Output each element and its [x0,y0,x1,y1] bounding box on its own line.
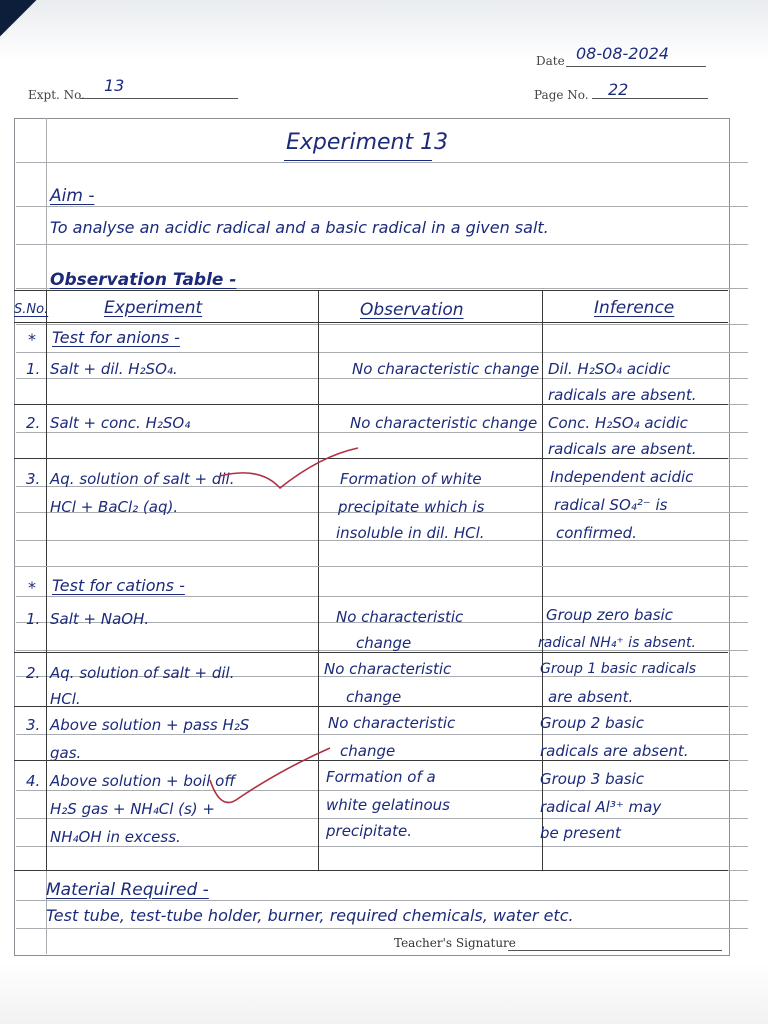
experiment-cell: Salt + conc. H₂SO₄ [50,414,191,432]
column-header-sno: S.No. [14,302,49,317]
row-number: 3. [26,470,41,488]
observation-cell: change [356,634,412,652]
observation-cell: insoluble in dil. HCl. [336,524,485,542]
date-value: 08-08-2024 [576,44,669,63]
column-header-inference: Inference [594,298,675,318]
material-heading: Material Required - [46,880,209,900]
inference-cell: radical Al³⁺ may [540,798,662,816]
row-number: 1. [26,610,41,628]
observation-table-heading: Observation Table - [50,270,237,290]
observation-cell: precipitate which is [338,498,485,516]
page-no-value: 22 [608,80,629,99]
row-divider [14,760,728,761]
inference-cell: radicals are absent. [548,440,697,458]
experiment-cell: HCl + BaCl₂ (aq). [50,498,179,516]
inference-cell: confirmed. [556,524,637,542]
observation-cell: Formation of white [340,470,482,488]
title-underline [284,160,432,161]
experiment-cell: HCl. [50,690,81,708]
observation-cell: No characteristic [324,660,452,678]
inference-cell: Group 2 basic [540,714,645,732]
experiment-cell: gas. [50,744,82,762]
row-divider [14,566,728,567]
page-no-label: Page No. [534,88,589,102]
experiment-cell: Above solution + boil off [50,772,236,790]
inference-cell: radicals are absent. [540,742,689,760]
inference-cell: Group 1 basic radicals [540,661,697,677]
page-title: Experiment 13 [286,130,449,155]
observation-cell: No characteristic [336,608,464,626]
experiment-cell: Aq. solution of salt + dil. [50,664,235,682]
material-text: Test tube, test-tube holder, burner, required chemicals, water etc. [46,906,574,925]
experiment-cell: NH₄OH in excess. [50,828,181,846]
row-divider [14,706,728,707]
cation-heading: Test for cations - [52,576,185,595]
cation-bullet: * [28,578,36,597]
row-divider [14,652,728,653]
observation-cell: No characteristic change [350,414,538,432]
inference-cell: radicals are absent. [548,386,697,404]
column-header-experiment: Experiment [104,298,203,318]
expt-no-underline [80,98,238,99]
observation-cell: change [340,742,396,760]
inference-cell: Conc. H₂SO₄ acidic [548,414,688,432]
experiment-cell: Salt + NaOH. [50,610,150,628]
experiment-cell: Aq. solution of salt + dil. [50,470,235,488]
experiment-cell: Above solution + pass H₂S [50,716,250,734]
row-divider [14,458,728,459]
row-number: 4. [26,772,41,790]
page-corner-shadow [0,0,40,40]
aim-text: To analyse an acidic radical and a basic radical in a given salt. [50,218,549,237]
observation-cell: change [346,688,402,706]
row-number: 2. [26,414,41,432]
date-underline [566,66,706,67]
column-header-observation: Observation [360,300,464,320]
inference-cell: radical NH₄⁺ is absent. [538,635,696,651]
check-mark-icon [200,740,340,820]
observation-cell: precipitate. [326,822,412,840]
observation-cell: No characteristic [328,714,456,732]
anion-bullet: * [28,330,36,349]
observation-cell: Formation of a [326,768,436,786]
inference-cell: be present [540,824,621,842]
inference-cell: Independent acidic [550,468,694,486]
expt-no-value: 13 [104,76,125,95]
observation-cell: white gelatinous [326,796,450,814]
row-number: 1. [26,360,41,378]
inference-cell: radical SO₄²⁻ is [554,496,668,514]
expt-no-label: Expt. No. [28,88,85,102]
experiment-cell: Salt + dil. H₂SO₄. [50,360,178,378]
experiment-cell: H₂S gas + NH₄Cl (s) + [50,800,215,818]
observation-cell: No characteristic change [352,360,540,378]
teacher-signature-label: Teacher's Signature [394,936,516,950]
inference-cell: Group 3 basic [540,770,645,788]
signature-line [508,950,722,951]
row-number: 3. [26,716,41,734]
row-number: 2. [26,664,41,682]
anion-heading: Test for anions - [52,328,180,347]
inference-cell: Dil. H₂SO₄ acidic [548,360,671,378]
check-mark-icon [200,436,360,506]
date-label: Date [536,54,565,68]
row-divider [14,404,728,405]
inference-cell: are absent. [548,688,634,706]
aim-heading: Aim - [50,186,95,206]
inference-cell: Group zero basic [546,606,673,624]
